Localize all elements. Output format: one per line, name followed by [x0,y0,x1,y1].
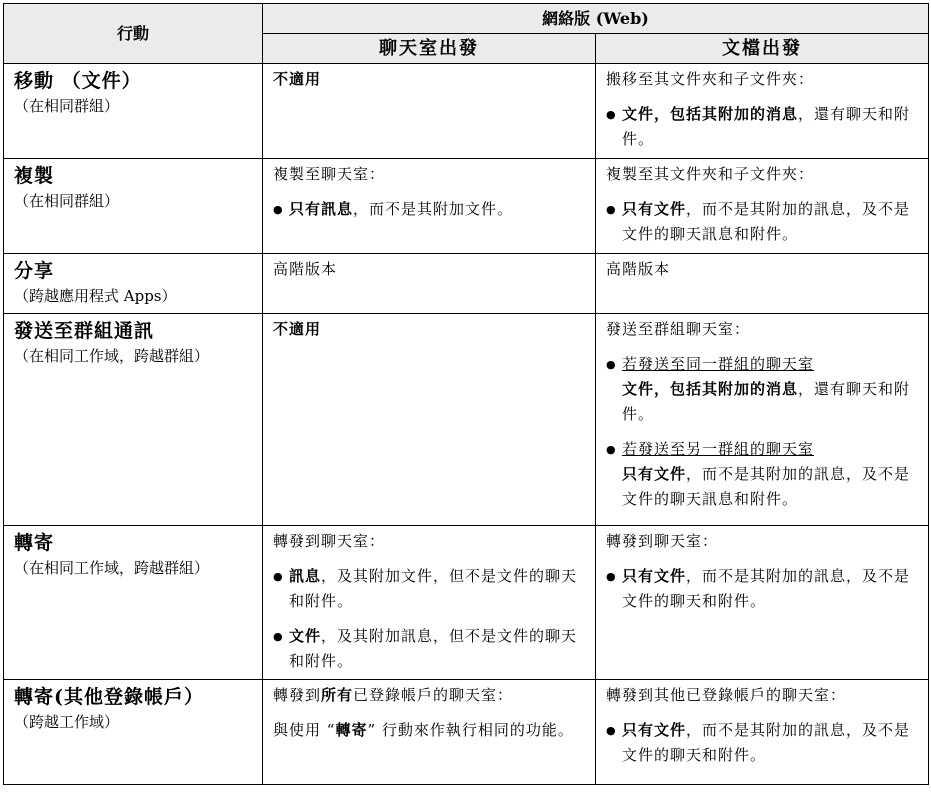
action-subtitle: （在相同工作域，跨越群組） [14,559,210,577]
action-cell [4,526,263,680]
chat-cell [263,254,596,314]
table-row [4,314,929,526]
doc-lead: 轉發到其他已登錄帳戶的聊天室： [606,686,847,704]
bullet-item: ● 只有文件，而不是其附加的訊息，及不是文件的聊天訊息和附件。 [606,197,918,247]
doc-lead: 複製至其文件夾和子文件夾： [606,165,815,183]
bullet-item: ● 只有文件，而不是其附加的訊息，及不是文件的聊天和附件。 [606,718,918,768]
action-title: 轉寄 [14,532,55,554]
action-subtitle: （在相同工作域，跨越群組） [14,347,210,365]
action-subtitle: （在相同群組） [14,192,120,210]
action-subtitle: （在相同群組） [14,97,120,115]
action-cell [4,680,263,785]
action-subtitle: （跨越工作域） [14,713,120,731]
bullet-item: ● 文件，包括其附加的消息，還有聊天和附件。 [606,102,918,152]
table-row [4,254,929,314]
chat-lead: 高階版本 [273,260,338,278]
header-from-doc: 文檔出發 [596,34,929,64]
chat-cell [263,314,596,526]
bullet-item: ● 只有訊息，而不是其附加文件。 [273,197,585,222]
action-cell [4,254,263,314]
table-row [4,64,929,159]
chat-lead: 轉發到所有已登錄帳戶的聊天室： [273,686,514,704]
doc-cell [596,254,929,314]
bullet-item: ● 文件，及其附加訊息，但不是文件的聊天和附件。 [273,624,585,674]
doc-lead: 發送至群組聊天室： [606,320,751,338]
header-action: 行動 [4,4,263,64]
doc-lead: 搬移至其文件夾和子文件夾： [606,70,815,88]
chat-lead: 轉發到聊天室： [273,532,386,550]
not-applicable-text: 不適用 [273,70,322,88]
action-title: 發送至群組通訊 [14,320,155,342]
table-row [4,680,929,785]
table-row [4,526,929,680]
action-title: 移動 （文件） [14,70,142,92]
header-web: 網絡版 (Web) [263,4,929,34]
doc-cell [596,314,929,526]
action-title: 複製 [14,165,55,187]
action-title: 轉寄(其他登錄帳戶） [14,686,204,708]
chat-cell [263,159,596,254]
chat-note: 與使用 “轉寄” 行動來作執行相同的功能。 [273,721,574,739]
action-cell [4,64,263,159]
bullet-item: ● 訊息，及其附加文件，但不是文件的聊天和附件。 [273,564,585,614]
bullet-item: ● 若發送至同一群組的聊天室 文件，包括其附加的消息，還有聊天和附件。 [606,352,918,427]
doc-cell [596,526,929,680]
not-applicable-text: 不適用 [273,320,322,338]
doc-lead: 轉發到聊天室： [606,532,719,550]
doc-cell [596,680,929,785]
chat-cell [263,526,596,680]
chat-lead: 複製至聊天室： [273,165,386,183]
doc-cell [596,159,929,254]
chat-cell [263,64,596,159]
chat-cell [263,680,596,785]
action-cell [4,314,263,526]
bullet-item: ● 只有文件，而不是其附加的訊息，及不是文件的聊天和附件。 [606,564,918,614]
header-from-chat: 聊天室出發 [263,34,596,64]
doc-lead: 高階版本 [606,260,671,278]
table-row [4,159,929,254]
action-title: 分享 [14,260,55,282]
action-cell [4,159,263,254]
doc-cell [596,64,929,159]
bullet-item: ● 若發送至另一群組的聊天室 只有文件，而不是其附加的訊息，及不是文件的聊天訊息和附件。 [606,437,918,512]
action-comparison-table [3,3,929,785]
action-subtitle: （跨越應用程式 Apps） [14,287,177,305]
